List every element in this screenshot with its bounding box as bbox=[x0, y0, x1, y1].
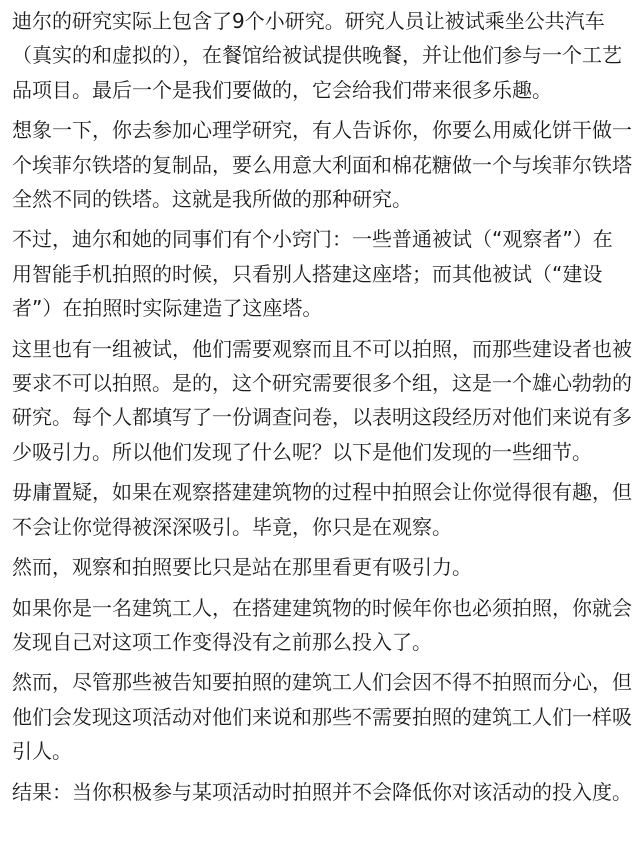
article-body bbox=[12, 4, 632, 815]
paragraph-3: 不过，迪尔和她的同事们有个小窍门：一些普通被试（“观察者”）在用智能手机拍照的时候，只看别人搭建这座塔；而其他被试（“建设者”）在拍照时实际建造了这座塔。 bbox=[12, 227, 613, 321]
paragraph-4: 这里也有一组被试，他们需要观察而且不可以拍照，而那些建设者也被要求不可以拍照。是的，这个研究需要很多个组，这是一个雄心勃勃的研究。每个人都填写了一份调查问卷，以表明这段经历对他们来说有多少吸引力。所以他们发现了什么呢？以下是他们发现的一些细节。 bbox=[12, 336, 632, 464]
paragraph-9: 结果：当你积极参与某项活动时拍照并不会降低你对该活动的投入度。 bbox=[12, 779, 632, 804]
paragraph-8: 然而，尽管那些被告知要拍照的建筑工人们会因不得不拍照而分心，但他们会发现这项活动对他们来说和那些不需要拍照的建筑工人们一样吸引人。 bbox=[12, 670, 632, 764]
paragraph-2: 想象一下，你去参加心理学研究，有人告诉你，你要么用威化饼干做一个埃菲尔铁塔的复制品，要么用意大利面和棉花糖做一个与埃菲尔铁塔全然不同的铁塔。这就是我所做的那种研究。 bbox=[12, 118, 632, 212]
paragraph-6: 然而，观察和拍照要比只是站在那里看更有吸引力。 bbox=[12, 555, 472, 580]
paragraph-7: 如果你是一名建筑工人，在搭建建筑物的时候年你也必须拍照，你就会发现自己对这项工作变得没有之前那么投入了。 bbox=[12, 595, 632, 654]
paragraph-1: 迪尔的研究实际上包含了9个小研究。研究人员让被试乘坐公共汽车（真实的和虚拟的），在餐馆给被试提供晚餐，并让他们参与一个工艺品项目。最后一个是我们要做的，它会给我们带来很多乐趣。 bbox=[12, 9, 622, 102]
paragraph-5: 毋庸置疑，如果在观察搭建建筑物的过程中拍照会让你觉得很有趣，但不会让你觉得被深深吸引。毕竟，你只是在观察。 bbox=[12, 480, 632, 539]
